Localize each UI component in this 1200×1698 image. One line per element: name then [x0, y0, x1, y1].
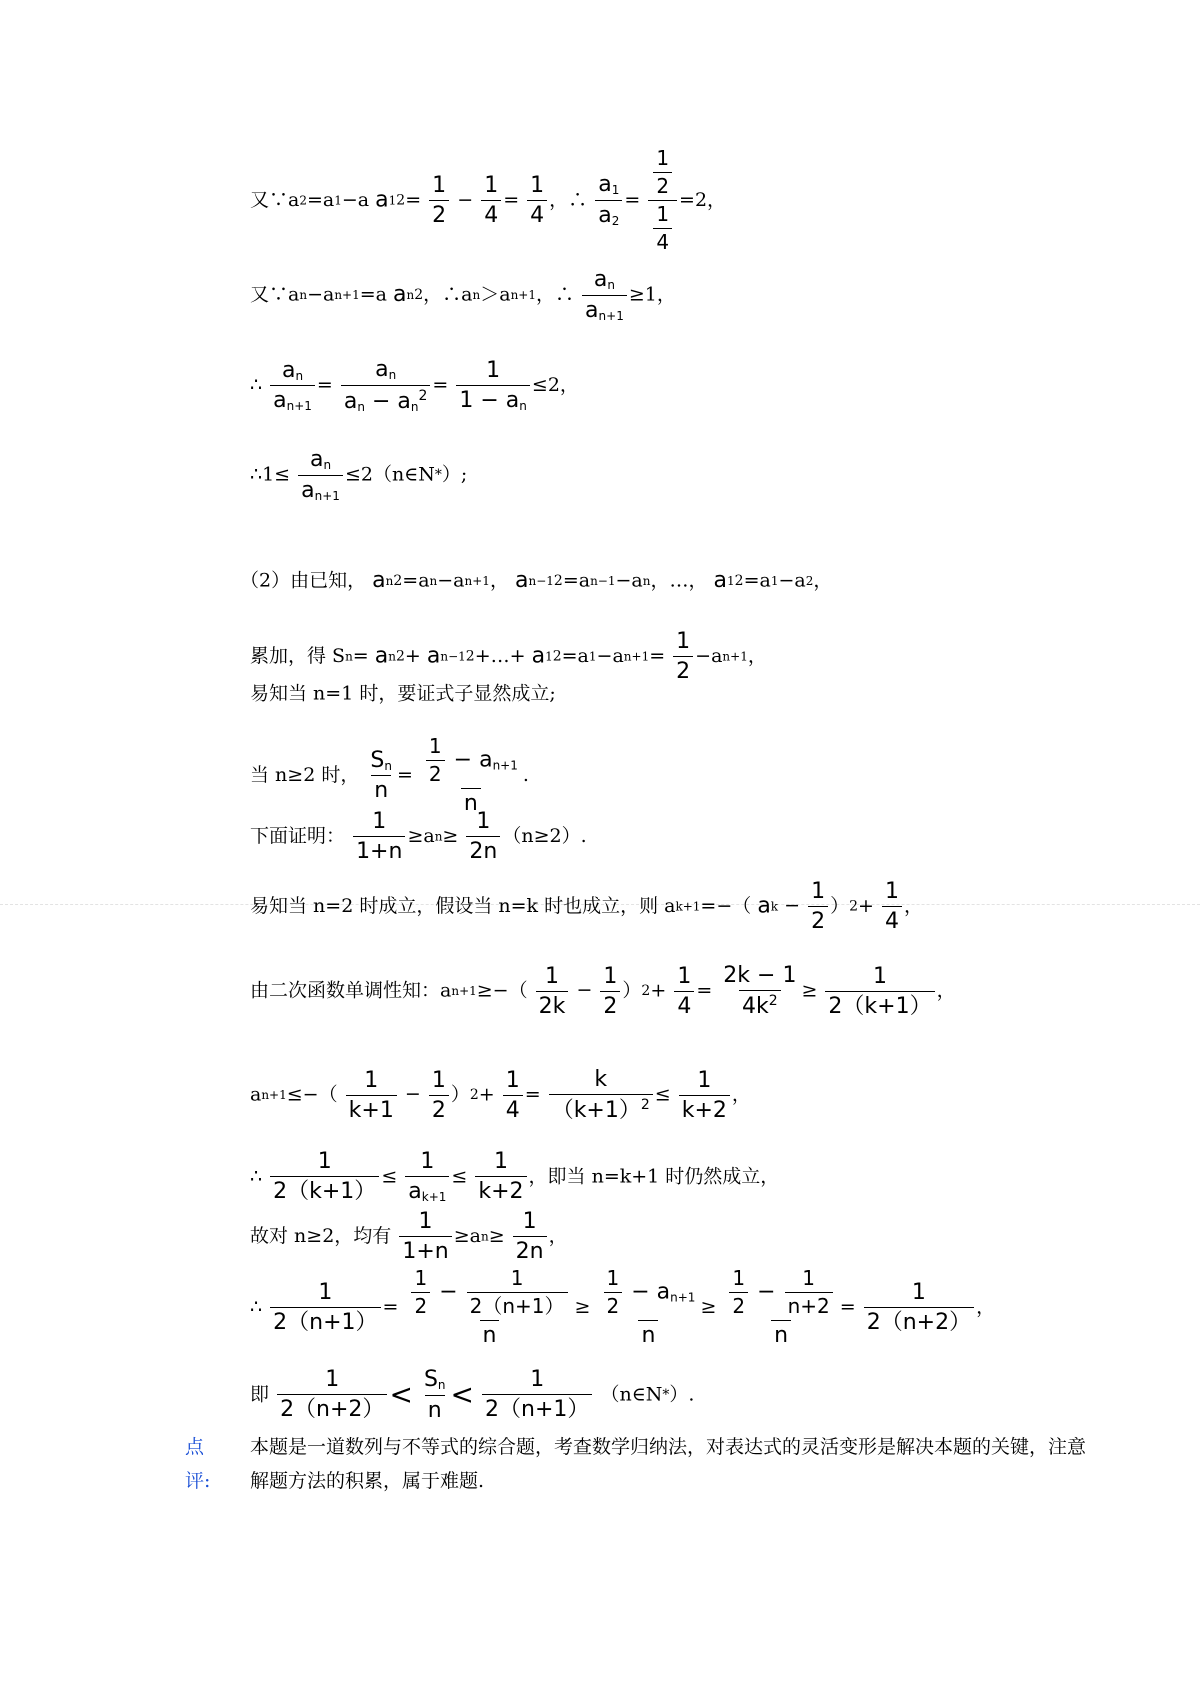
fraction: $\frac{1}{2k}$ [536, 965, 569, 1018]
fraction: $\frac{1}{4}$ [527, 174, 547, 227]
fraction: $\frac{a_n}{a_{n+1}}$ [270, 359, 315, 413]
fraction: $\frac{1}{4}$ [674, 965, 694, 1018]
fraction: $\frac{k}{(k+1)^2}$ [549, 1068, 653, 1122]
fraction: $\frac{1}{2(n+1)}$ [482, 1368, 592, 1421]
math-line-2: 又∵an−an+1=a an2，∴an＞an+1，∴ $\frac{a_n}{a_{n+1}}$ ≥1， [250, 267, 676, 323]
fraction: $\frac{a_1}{a_2}$ [595, 173, 622, 227]
math-line-9: 下面证明： $\frac{1}{1+n}$ ≥an≥ $\frac{1}{2n}$ （n≥2）. [250, 809, 587, 865]
fraction: $\frac{1}{2(k+1)}$ [825, 965, 934, 1018]
fraction: $\frac{1}{2}$ [429, 1069, 449, 1122]
fraction: $\frac{1}{2n}$ [466, 810, 500, 863]
fraction: $\frac{1}{k+1}$ [346, 1069, 397, 1122]
fraction: $\frac{a_n}{a_{n+1}}$ [582, 268, 627, 322]
fraction: $\frac{1}{4}$ [503, 1069, 523, 1122]
fraction: $\frac{1}{2(n+1)}$ [270, 1281, 380, 1334]
fraction: $\frac{S_n}{n}$ [370, 747, 392, 804]
fraction: $\frac{1}{2}$ − $\frac{1}{n+2}$ n [724, 1268, 837, 1347]
comment-label-bottom: 评: [185, 1470, 211, 1492]
fraction: $\frac{1}{2(k+1)}$ [270, 1150, 379, 1203]
fraction: $\frac{1}{k+2}$ [475, 1150, 526, 1203]
fraction: $\frac{1}{2}$ [808, 880, 828, 933]
math-line-15: ∴ $\frac{1}{2(n+1)}$ = $\frac{1}{2}$ − $\frac{1}{2(n+1)}$ n ≥ $\frac{1}{2}$ − $a_{n+1}$ n ≥ $\frac{1}{2}$ − $\frac{1}{n+2}$ n = $\frac{1}{2(n+2)}$ ， [250, 1266, 996, 1348]
fraction: $\frac{1}{4}$ [481, 174, 501, 227]
fraction: $\frac{1}{2(n+2)}$ [277, 1368, 387, 1421]
fraction: $\frac{1}{1+n}$ [353, 810, 405, 863]
math-line-8: 当 n≥2 时， $\frac{S_n}{n}$ = $\frac{1}{2}$ − $a_{n+1}$ n . [250, 734, 529, 816]
math-line-10: 易知当 n=2 时成立，假设当 n=k 时也成立，则 ak+1=−（ ak − $\frac{1}{2}$ ）2+ $\frac{1}{4}$ ， [250, 879, 923, 935]
fraction: $\frac{1}{k+2}$ [679, 1069, 730, 1122]
fraction: $\frac{1}{4}$ [882, 880, 902, 933]
fraction: $\frac{a_n}{a_n - a_n^2}$ [341, 358, 431, 413]
math-line-12: an+1≤−（ $\frac{1}{k+1}$ − $\frac{1}{2}$ ）2+ $\frac{1}{4}$ = $\frac{k}{(k+1)^2}$ ≤ $\frac{1}{k+2}$ ， [250, 1067, 751, 1124]
fraction: $\frac{1}{a_{k+1}}$ [405, 1150, 449, 1204]
fraction: $\frac{2k - 1}{4k^2}$ [723, 963, 797, 1020]
fraction: $\frac{a_n}{a_{n+1}}$ [298, 448, 343, 502]
fraction: $\frac{1}{1 - a_n}$ [456, 359, 530, 413]
fraction: $\frac{1}{2}$ − $a_{n+1}$ n [421, 736, 521, 815]
comment-label-top: 点 [185, 1436, 205, 1458]
fraction: $\frac{1}{2n}$ [513, 1210, 547, 1263]
fraction: $\frac{1}{2}$ − $a_{n+1}$ n [599, 1268, 699, 1347]
fraction: $\frac{\frac{1}{2}}{\frac{1}{4}}$ [648, 148, 677, 253]
math-line-7: 易知当 n=1 时，要证式子显然成立; [250, 682, 556, 705]
math-line-5: （2）由已知， an2=an−an+1， an−12=an−1−an，…， a12=a1−a2， [240, 568, 833, 593]
math-line-14: 故对 n≥2，均有 $\frac{1}{1+n}$ ≥an≥ $\frac{1}{2n}$ ， [250, 1209, 568, 1265]
math-line-11: 由二次函数单调性知：an+1≥−（ $\frac{1}{2k}$ − $\frac{1}{2}$ ）2+ $\frac{1}{4}$ = $\frac{2k - 1}{4k^2}$ ≥ $\frac{1}{2(k+1)}$ ， [250, 963, 956, 1020]
fraction: $\frac{1}{2}$ [673, 630, 693, 683]
fraction: $\frac{1}{2}$ − $\frac{1}{2(n+1)}$ n [406, 1268, 572, 1347]
fraction: $\frac{S_n}{n}$ [423, 1367, 446, 1423]
math-line-13: ∴ $\frac{1}{2(k+1)}$ ≤ $\frac{1}{a_{k+1}}$ ≤ $\frac{1}{k+2}$ ，即当 n=k+1 时仍然成立， [250, 1149, 780, 1205]
math-line-3: ∴ $\frac{a_n}{a_{n+1}}$ = $\frac{a_n}{a_n - a_n^2}$ = $\frac{1}{1 - a_n}$ ≤2， [250, 357, 579, 414]
math-line-1: 又∵a2=a1−a a12= $\frac{1}{2}$ − $\frac{1}{4}$ = $\frac{1}{4}$ ，∴ $\frac{a_1}{a_2}$ = $\frac{\frac{1}{2}}{\frac{1}{4}}$ =2， [250, 146, 727, 254]
math-line-16: 即 $\frac{1}{2(n+2)}$ < $\frac{S_n}{n}$ < $\frac{1}{2(n+1)}$ （n∈N*）. [250, 1367, 695, 1423]
fraction: $\frac{1}{2}$ [600, 965, 620, 1018]
math-line-6: 累加，得 Sn= an2+ an−12+…+ a12=a1−an+1= $\frac{1}{2}$ −an+1， [250, 629, 767, 685]
fraction: $\frac{1}{2}$ [429, 174, 449, 227]
fraction: $\frac{1}{1+n}$ [399, 1210, 451, 1263]
math-line-4: ∴1≤ $\frac{a_n}{a_{n+1}}$ ≤2（n∈N*）; [250, 447, 468, 503]
comment-text: 本题是一道数列与不等式的综合题，考查数学归纳法，对表达式的灵活变形是解决本题的关键，注意解题方法的积累，属于难题. [250, 1436, 1087, 1492]
fraction: $\frac{1}{2(n+2)}$ [864, 1281, 974, 1334]
